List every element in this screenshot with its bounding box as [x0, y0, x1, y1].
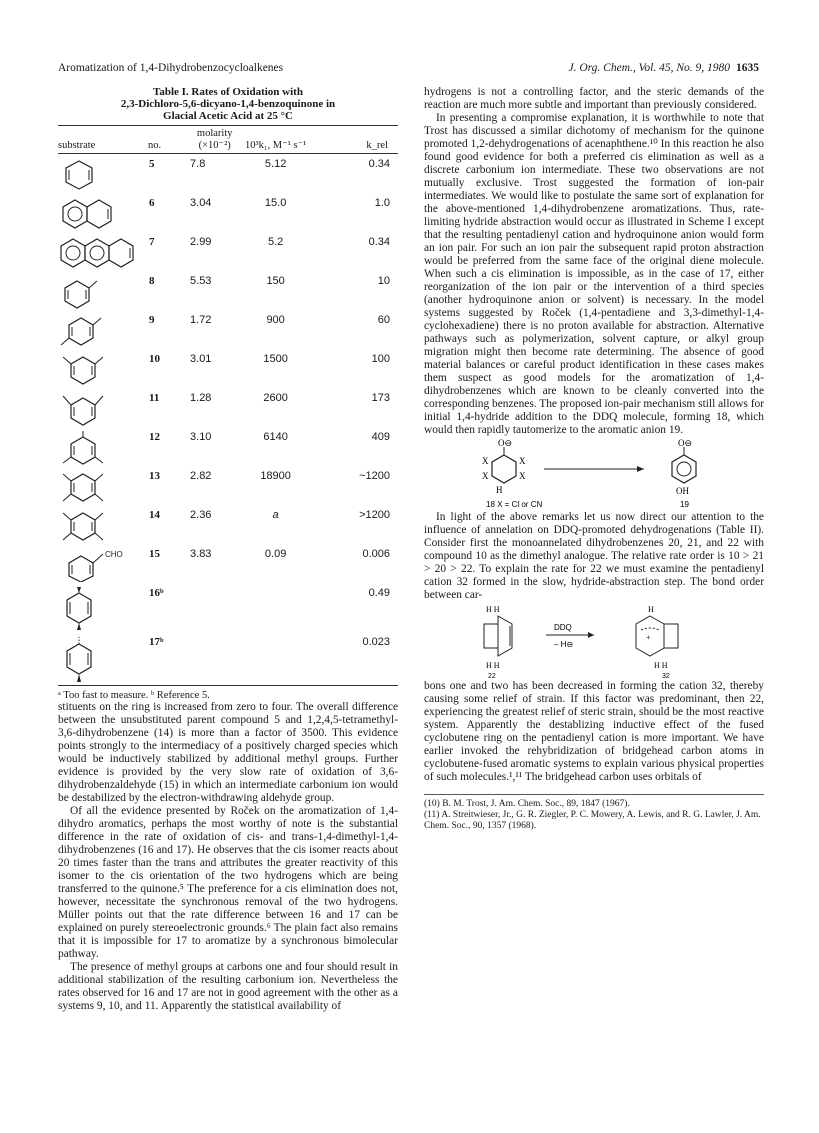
scheme-o-minus: O⊖: [498, 438, 513, 448]
references: [424, 794, 764, 832]
row-molarity: 3.10: [190, 431, 212, 443]
page-number: 1635: [736, 62, 759, 74]
scheme-h: H: [496, 485, 503, 495]
table-caption-line1: Table I. Rates of Oxidation with: [153, 86, 303, 98]
row-molarity: 1.72: [190, 314, 212, 326]
structure-8: [58, 271, 148, 310]
structure-5: [58, 154, 148, 194]
structure-11: [58, 388, 148, 427]
running-header-journal: [568, 62, 759, 74]
scheme-o-minus: O⊖: [678, 438, 693, 448]
left-paragraph-1: stituents on the ring is increased from zero to four. The overall difference between the unsubstituted parent compound 5 and 1,2,4,5-tetramethyl-3,6-dihydrobenzene (14) is more than a factor of 3500. This evidence points strongly to the intermediacy of a positively charged species which would be inductively stabilized by additional methyl groups. Further evidence is provided by the very slow rate of oxidation of 3,6-dihydrobenzaldehyde (15) in which an intermediate carbonium ion would be destabilized by the electron-withdrawing aldehyde group.: [58, 701, 398, 804]
right-column: [424, 86, 764, 832]
row-no: 13: [149, 470, 160, 482]
row-krel: 0.49: [368, 587, 390, 599]
left-paragraph-3: The presence of methyl groups at carbons one and four should result in additional stabilization of the resulting carbonium ion. Nevertheless the rates observed for 16 and 17 are not in good agreement with the other as a systems 9, 10, and 11. Apparently the statistical availability of: [58, 961, 398, 1012]
row-no: 15: [149, 548, 160, 560]
table-row: [58, 271, 398, 310]
row-krel: ~1200: [359, 470, 390, 482]
scheme-x: X: [519, 456, 526, 466]
structure-10: [58, 349, 148, 388]
row-molarity: 5.53: [190, 275, 212, 287]
label-22: 22: [488, 673, 496, 680]
table-row: [58, 466, 398, 505]
structure-7: [58, 232, 148, 271]
hh-bottom: H H: [486, 661, 500, 670]
table-row: [58, 310, 398, 349]
structure-6: [58, 193, 148, 232]
table-row: [58, 349, 398, 388]
label-19: 19: [680, 500, 689, 509]
label-32: 32: [662, 673, 670, 680]
row-molarity: 7.8: [190, 158, 206, 170]
row-molarity: 3.83: [190, 548, 212, 560]
cho-label: CHO: [105, 550, 123, 559]
row-no: 12: [149, 431, 160, 443]
ddq-label: DDQ: [554, 623, 572, 632]
row-k: 900: [266, 314, 285, 326]
col-molarity: molarity (×10⁻²): [189, 126, 240, 154]
col-k: 10³k₁, M⁻¹ s⁻¹: [240, 126, 310, 154]
row-krel: 0.34: [368, 158, 390, 170]
scheme-x: X: [482, 471, 489, 481]
row-krel: 10: [377, 275, 390, 287]
row-k: [240, 632, 310, 686]
row-krel: 100: [371, 353, 390, 365]
table-row: [58, 505, 398, 544]
scheme-18-19: [424, 437, 764, 511]
rates-table: [58, 125, 398, 686]
row-k: 18900: [260, 470, 291, 482]
table-row: [58, 232, 398, 271]
row-no: 11: [149, 392, 160, 404]
row-k: 5.12: [264, 158, 287, 170]
table-row: [58, 154, 398, 194]
structure-12: [58, 427, 148, 466]
row-no: 14: [149, 509, 160, 521]
reference-11: (11) A. Streitwieser, Jr., G. R. Ziegler, P. C. Mowery, A. Lewis, and R. G. Lawler, J. Am. Chem. Soc., 90, 1357 (1968).: [424, 810, 761, 831]
row-no: 9: [149, 314, 155, 326]
h-top: H: [648, 605, 654, 614]
row-molarity: 3.04: [190, 197, 212, 209]
row-krel: >1200: [359, 509, 390, 521]
row-krel: 1.0: [374, 197, 390, 209]
row-krel: 0.34: [368, 236, 390, 248]
structure-13: [58, 466, 148, 505]
scheme-oh: OH: [676, 486, 689, 496]
row-no: 10: [149, 353, 160, 365]
row-no: 8: [149, 275, 155, 287]
row-molarity: [189, 632, 240, 686]
row-molarity: [189, 583, 240, 632]
row-molarity: 3.01: [190, 353, 212, 365]
left-column: [58, 86, 398, 1013]
row-k: 15.0: [264, 197, 287, 209]
row-no: 17ᵇ: [148, 632, 189, 686]
row-molarity: 1.28: [190, 392, 212, 404]
structure-17: [58, 632, 148, 686]
row-k: 6140: [263, 431, 288, 443]
label-18: 18 X = Cl or CN: [486, 500, 543, 509]
scheme-x: X: [482, 456, 489, 466]
hh-top: H H: [486, 605, 500, 614]
right-paragraph-3: In light of the above remarks let us now direct our attention to the influence of annelation on DDQ-promoted dehydrogenations (Table II). Consider first the monoannelated dihydrobenzenes 20, 21, and 22 with compound 10 as the dimethyl analogue. The relative rate order is 10 > 21 > 20 > 22. To explain the rate for 22 we must examine the pentadienyl cation 32 formed in the slow, hydride-abstraction step. The bond order between car-: [424, 511, 764, 601]
table-row: [58, 632, 398, 686]
row-k: [240, 583, 310, 632]
row-no: 5: [149, 158, 155, 170]
row-no: 7: [149, 236, 155, 248]
row-krel: 0.006: [362, 548, 390, 560]
row-krel: 409: [371, 431, 390, 443]
table-caption-line3: Glacial Acetic Acid at 25 °C: [163, 110, 293, 122]
left-paragraph-2: Of all the evidence presented by Roček on the aromatization of 1,4-dihydro aromatics, perhaps the most worthy of note is the substantial difference in the rate of oxidation of cis- and trans-1,4-dimethyl-1,4-dihydrobenzenes (16 and 17). He observes that the cis isomer reacts about 20 times faster than the trans and attributes the greater reactivity of this isomer to the cis orientation of the two hydrogens which are being transferred to the quinone.⁵ The preference for a cis elimination does not, however, necessitate the synchronous removal of the two hydrogens. Müller points out that the rate difference between 16 and 17 can be explained on purely stereoelectronic grounds.⁶ The plain fact also remains that it is impossible for 17 to aromatize by a synchronous bimolecular pathway.: [58, 805, 398, 960]
row-no: 6: [149, 197, 155, 209]
svg-text:+: +: [646, 633, 651, 642]
table-row: [58, 583, 398, 632]
table-row: [58, 544, 398, 583]
row-k: 5.2: [267, 236, 284, 248]
row-k: 150: [266, 275, 285, 287]
row-krel: 60: [377, 314, 390, 326]
col-substrate: substrate: [58, 126, 148, 154]
table-row: [58, 388, 398, 427]
table-row: [58, 427, 398, 466]
right-paragraph-2: In presenting a compromise explanation, it is worthwhile to note that Trost has discussed a similar dichotomy of mechanism for the quinone promoted 1,2-dehydrogenations of acenaphthene.¹⁰ In this reaction he also found good evidence for both a preferred cis elimination as well as a discrete carbonium ion intermediate. These two observations are not mutually exclusive. Trost suggested the formation of ion-pair intermediates. We would like to postulate the same sort of explanation for the above-mentioned 1,4-dihydrobenzene aromatizations. Thus, rate-limiting hydride abstraction would occur as illustrated in Scheme I except that the resulting pentadienyl cation and hydroquinone anion would form an ion pair. For such an ion pair the subsequent rapid proton abstraction would be preferred from the same face of the original diene molecule. When such a cis elimination is impossible, as in the case of 17, either reorganization of the ion pair or the intervention of a third species (another hydroquinone anion or solvent) is necessary. In the model systems suggested by Roček (1,4-pentadiene and 3,3-dimethyl-1,4-cyclohexadiene) there is no proton available for abstraction. Alternative pathways such as polymerization, solvent capture, or alkyl group migration might then become rate determining. The absence of good material balances or careful product identification in these cases makes them suspect as good models for the aromatization of 1,4-dihydrobenzenes which are known to be cleanly converted into the corresponding benzenes. The proposed ion-pair mechanism still allows for initial 1,4-hydride addition to the DDQ molecule, forming 18, which would then rapidly tautomerize to the aromatic anion 19.: [424, 112, 764, 436]
hh-bottom-32: H H: [654, 661, 668, 670]
table-row: [58, 193, 398, 232]
journal-citation: J. Org. Chem., Vol. 45, No. 9, 1980: [568, 62, 730, 74]
right-paragraph-4: bons one and two has been decreased in forming the cation 32, thereby causing some relief of strain. If this factor was predominant, then 22, experiencing the greatest relief of steric strain, should be the most reactive system. Apparently the destablizing inductive effect of the fused cyclobutene ring on the pentadienyl cation is more important. We have earlier invoked the rehybridization of bridgehead carbon atoms in cyclobutene-fused aromatic systems to explain various physical properties of such molecules.¹,¹¹ The bridgehead carbon uses orbitals of: [424, 680, 764, 783]
reference-10: (10) B. M. Trost, J. Am. Chem. Soc., 89, 1847 (1967).: [424, 799, 630, 809]
right-paragraph-1: hydrogens is not a controlling factor, and the steric demands of the reaction are much more subtle and important than previously considered.: [424, 86, 764, 111]
running-header-title: Aromatization of 1,4-Dihydrobenzocycloalkenes: [58, 62, 284, 74]
row-molarity: 2.99: [190, 236, 212, 248]
structure-16: [58, 583, 148, 632]
scheme-x: X: [519, 471, 526, 481]
col-krel: k_rel: [311, 126, 398, 154]
structure-15: [58, 544, 148, 583]
table-caption: [58, 86, 398, 122]
row-krel: 0.023: [311, 632, 398, 686]
row-molarity: 2.82: [190, 470, 212, 482]
row-k: 2600: [263, 392, 288, 404]
row-no: 16ᵇ: [149, 587, 164, 599]
row-k: 0.09: [264, 548, 287, 560]
table-footnote: ᵃ Too fast to measure. ᵇ Reference 5.: [58, 690, 210, 701]
minus-hydride: – H⊖: [554, 640, 574, 649]
row-krel: 173: [371, 392, 390, 404]
row-k: 1500: [263, 353, 288, 365]
row-k: a: [272, 509, 279, 521]
scheme-22-32: [424, 602, 764, 680]
col-no: no.: [148, 126, 189, 154]
row-molarity: 2.36: [190, 509, 212, 521]
structure-14: [58, 505, 148, 544]
table-caption-line2: 2,3-Dichloro-5,6-dicyano-1,4-benzoquinone in: [120, 98, 336, 110]
structure-9: [58, 310, 148, 349]
